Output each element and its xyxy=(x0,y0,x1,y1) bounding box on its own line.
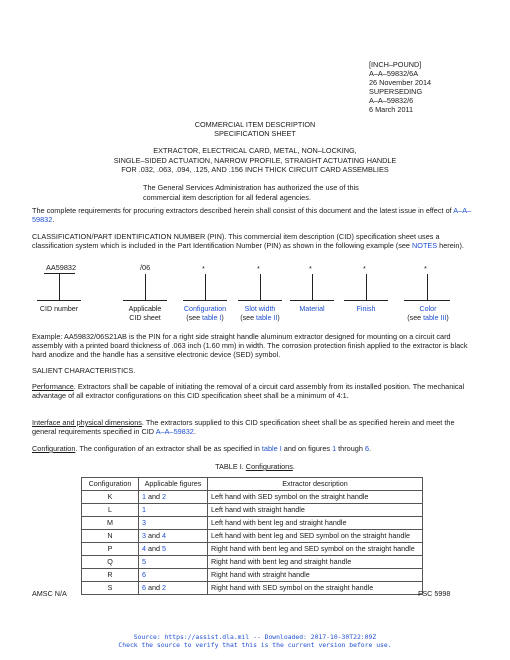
requirements-paragraph: The complete requirements for procuring extractors described herein shall consist of this document and the latest issue in effect of A–A–59832. xyxy=(32,206,472,224)
doc-type-line1: COMMERCIAL ITEM DESCRIPTION xyxy=(194,120,316,129)
figure-link[interactable]: 1 xyxy=(142,491,146,501)
header-line: A–A–59832/6 xyxy=(369,96,414,105)
doc-type xyxy=(0,120,510,138)
table-iii-link[interactable]: table III xyxy=(423,314,447,322)
figure-1-link[interactable]: 1 xyxy=(332,444,337,453)
pin-placeholder: * xyxy=(424,264,427,273)
header-line: [INCH–POUND] xyxy=(369,60,422,69)
source-line2: Check the source to verify that this is the current version before use. xyxy=(118,641,392,649)
pin-sheet: /06 xyxy=(140,263,151,272)
table-row: M 3 Left hand with bent leg and straight handle xyxy=(82,517,423,530)
header-line: A–A–59832/6A xyxy=(369,69,419,78)
pin-label-slot-width: Slot width (see table II) xyxy=(240,305,280,322)
cid-link[interactable]: A–A–59832 xyxy=(32,206,472,224)
document-title xyxy=(0,146,510,175)
table-i-link[interactable]: table I xyxy=(202,314,222,322)
figure-6-link[interactable]: 6 xyxy=(364,444,369,453)
interface-cid-link[interactable]: A–A–59832 xyxy=(155,426,194,436)
header-line: 6 March 2011 xyxy=(369,105,414,114)
table-ii-link[interactable]: table II xyxy=(256,314,278,322)
doc-type-line2: SPECIFICATION SHEET xyxy=(214,129,296,138)
title-line3: FOR .032, .063, .094, .125, AND .156 INCH THICK CIRCUIT CARD ASSEMBLIES xyxy=(121,165,389,174)
pin-placeholder: * xyxy=(363,264,366,273)
source-note xyxy=(0,633,510,649)
table-header-row xyxy=(82,478,423,491)
configuration-paragraph: Configuration. The configuration of an extractor shall be as specified in table I and on figures 1 through 6. xyxy=(32,444,372,453)
table-row: S 6 and 2 Right hand with SED symbol on the straight handle xyxy=(82,582,423,595)
figure-link[interactable]: 2 xyxy=(162,491,166,501)
pin-placeholder: * xyxy=(202,264,205,273)
table-row: Q 5 Right hand with bent leg and straight handle xyxy=(82,556,423,569)
column-header: Configuration xyxy=(82,478,139,491)
pin-cid-number: AA59832 xyxy=(46,263,77,272)
interface-paragraph: Interface and physical dimensions. The extractors supplied to this CID specification sheet shall be as specified herein and meet the general requirements specified in CID A–A–59832. xyxy=(32,418,455,436)
figure-link[interactable]: 2 xyxy=(162,582,166,592)
table-caption: TABLE I. Configurations. xyxy=(215,462,295,471)
interface-label: Interface and physical dimensions xyxy=(32,418,142,427)
performance-paragraph: Performance. Extractors shall be capable of initiating the removal of a circuit card assembly from its installed position. The mechanical advantage of all extractor configurations on this CID specification sheet shall be a minimum of 4:1. xyxy=(32,382,465,400)
column-header: Extractor description xyxy=(208,478,423,491)
performance-label: Performance xyxy=(32,382,74,391)
authorization-line2: commercial item description for all federal agencies. xyxy=(143,192,311,202)
figure-link[interactable]: 4 xyxy=(162,530,166,540)
configurations-table xyxy=(81,477,423,595)
document-header xyxy=(369,60,431,114)
example-paragraph: Example: AA59832/06S21AB is the PIN for a right side straight handle aluminum extractor designed for mounting on a circuit card assembly with a printed board thickness of .063 inch (1.60 mm) in width. The corrosion protection finish applied to the extractor is black hard anodize and the handle has a sensitive electronic device (SED) symbol. xyxy=(32,332,468,359)
figure-link[interactable]: 3 xyxy=(142,517,146,527)
table-row: K 1 and 2 Left hand with SED symbol on the straight handle xyxy=(82,491,423,504)
pin-label-material[interactable]: Material xyxy=(299,305,325,313)
pin-label-finish[interactable]: Finish xyxy=(356,305,376,313)
figure-link[interactable]: 3 xyxy=(142,530,146,540)
header-line: SUPERSEDING xyxy=(369,87,423,96)
table-row: R 6 Right hand with straight handle xyxy=(82,569,423,582)
figure-link[interactable]: 1 xyxy=(142,504,146,514)
figure-link[interactable]: 4 xyxy=(142,543,146,553)
source-line1[interactable]: Source: https://assist.dla.mil -- Downloaded: 2017-10-30T22:09Z xyxy=(133,633,377,641)
column-header: Applicable figures xyxy=(139,478,208,491)
amsc-label: AMSC N/A xyxy=(32,589,67,598)
table-row: L 1 Left hand with straight handle xyxy=(82,504,423,517)
figure-link[interactable]: 6 xyxy=(142,582,146,592)
figure-link[interactable]: 6 xyxy=(142,569,146,579)
configuration-label: Configuration xyxy=(32,444,76,453)
authorization-note xyxy=(143,183,359,202)
pin-placeholder: * xyxy=(257,264,260,273)
title-line1: EXTRACTOR, ELECTRICAL CARD, METAL, NON–LOCKING, xyxy=(153,146,357,155)
header-line: 26 November 2014 xyxy=(369,78,432,87)
figure-link[interactable]: 5 xyxy=(162,543,166,553)
pin-label-cid-number: CID number xyxy=(39,305,79,313)
table-row: N 3 and 4 Left hand with bent leg and SED symbol on the straight handle xyxy=(82,530,423,543)
config-table-link[interactable]: table I xyxy=(261,444,282,453)
salient-heading: SALIENT CHARACTERISTICS. xyxy=(32,366,136,375)
table-row: P 4 and 5 Right hand with bent leg and SED symbol on the straight handle xyxy=(82,543,423,556)
pin-label-configuration: Configuration (see table I) xyxy=(183,305,227,322)
pin-label-color: Color (see table III) xyxy=(407,305,449,322)
authorization-line1: The General Services Administration has authorized the use of this xyxy=(143,183,359,192)
pin-placeholder: * xyxy=(309,264,312,273)
title-line2: SINGLE–SIDED ACTUATION, NARROW PROFILE, STRAIGHT ACTUATING HANDLE xyxy=(113,155,397,165)
fsc-label: FSC 5998 xyxy=(418,589,451,598)
figure-link[interactable]: 5 xyxy=(142,556,146,566)
notes-link[interactable]: NOTES xyxy=(412,240,438,250)
pin-label-cid-sheet: Applicable CID sheet xyxy=(128,305,162,322)
classification-paragraph: CLASSIFICATION/PART IDENTIFICATION NUMBER (PIN). This commercial item description (CID) specification sheet uses a classification system which is included in the Part Identification Number (PIN) as shown in the following example (see NOTES herein). xyxy=(32,232,464,250)
